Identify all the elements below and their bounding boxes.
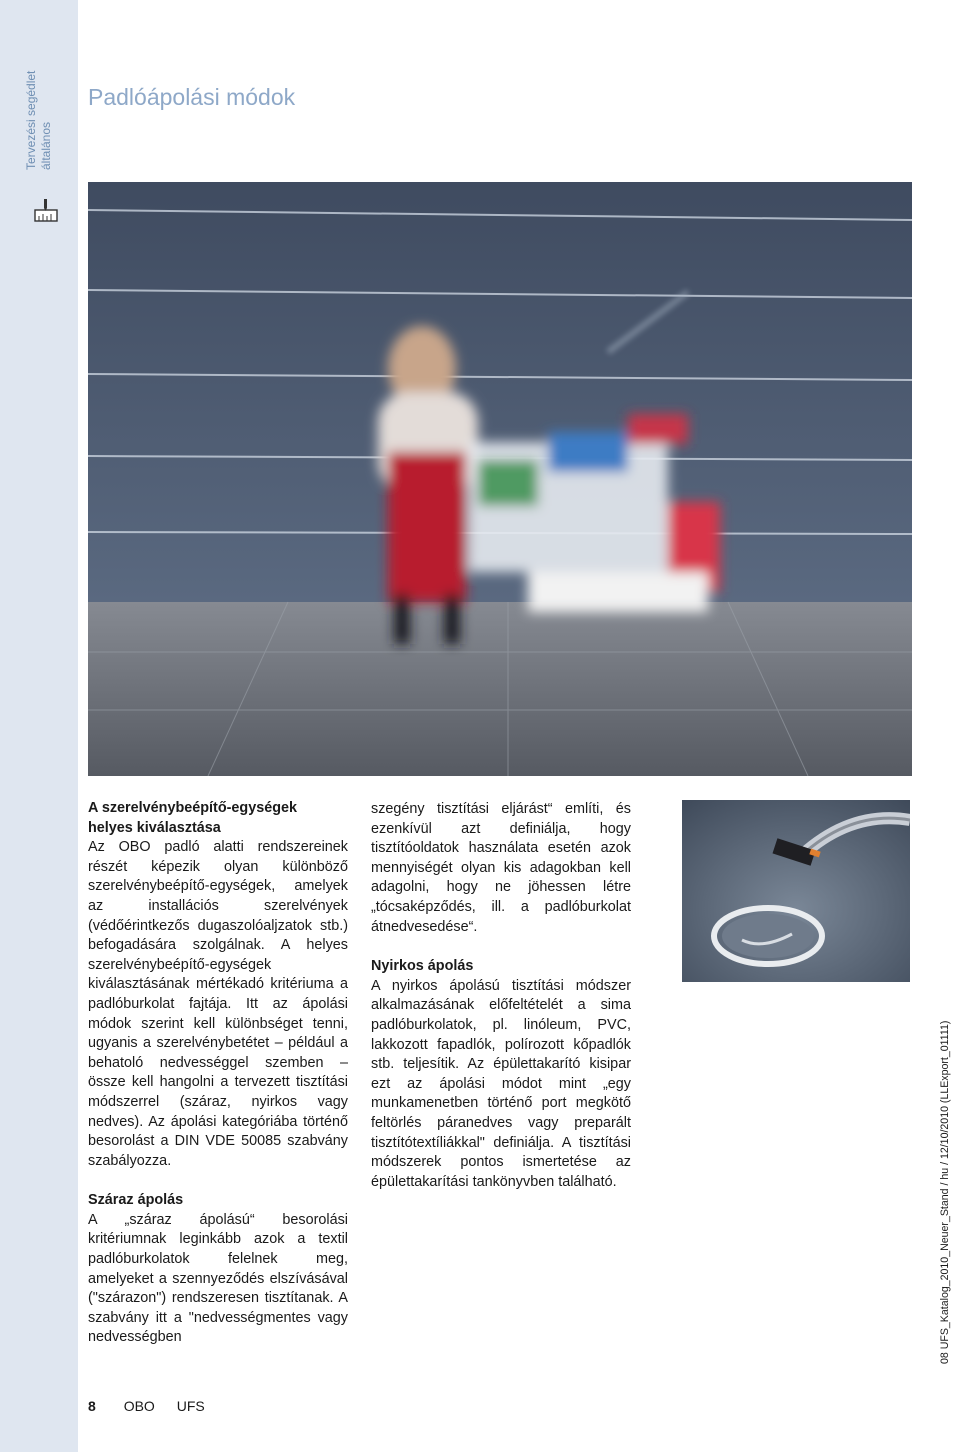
ruler-pencil-icon [32, 198, 60, 224]
heading-selection-line1: A szerelvénybeépítő-egységek [88, 800, 298, 816]
page-footer [88, 1398, 205, 1414]
vacuum-nozzle-on-floor-photo [682, 800, 910, 982]
sidebar [0, 0, 78, 1452]
footer-product: UFS [176, 1398, 205, 1414]
cleaning-cart-in-corridor-photo [88, 182, 912, 776]
dry-care-continuation: szegény tisztítási eljárást“ említi, és ezenkívül azt definiálja, hogy tisztítóoldatok használata esetén azok mennyiségét olyan kis adagokban kell adagolni, hogy ne jöhessen létre „tócsaképződés, ill. a padlóburkolat átnedvesedése“. [371, 801, 631, 935]
left-column [88, 799, 348, 1348]
section-label-line1: Tervezési segédlet [24, 70, 38, 170]
catalog-reference: 08 UFS_Katalog_2010_Neuer_Stand / hu / 12/10/2010 (LLExport_01111) [939, 1020, 951, 1364]
dry-care-paragraph: A „száraz ápolású“ besorolási kritériumnak leginkább azok a textil padlóburkolatok felelnek meg, amelyeket a szennyeződés elszívásával ("szárazon") rendszeresen tisztítanak. A szabvány itt a "nedvességmentes vagy nedvességben [88, 1211, 348, 1346]
heading-dry-care: Száraz ápolás [88, 1192, 184, 1209]
section-label [24, 60, 54, 170]
page-number: 8 [88, 1398, 96, 1414]
heading-selection-line2: helyes kiválasztása [88, 819, 221, 836]
damp-care-paragraph: A nyirkos ápolású tisztítási módszer alkalmazásának előfeltételét a sima padlóburkolatok, pl. linóleum, PVC, lakkozott fapadlók, polírozott kőpadlók stb. teljesítik. Az épülettakarító kisipar ezt az ápolási módot mint „egy munkamenetben történő port megkötő feltörlés páranedves vagy preparált tisztítótextíliákkal" definiálja. A tisztítási módszerek pontos ismertetése az épülettakarítási tankönyvben található. [371, 977, 631, 1190]
footer-brand: OBO [123, 1398, 155, 1414]
page-title: Padlóápolási módok [88, 84, 296, 110]
middle-column [371, 800, 631, 1192]
section-label-line2: általános [39, 121, 53, 170]
selection-paragraph: Az OBO padló alatti rendszereinek részét képezik olyan különböző szerelvénybeépítő-egységek, amelyek az installációs szerelvények (védőérintkezős dugaszolóaljzatok stb.) befogadására szolgálnak. A helyes szerelvénybeépítő-egységek kiválasztásának mértékadó kritériuma a padlóburkolat fajtája. Itt az ápolási módok szerint kell különbséget tenni, ugyanis a szerelvénybetétet – például a behatoló nedvességgel szemben – össze kell hangolni a tervezett tisztítási módszerrel (száraz, nyirkos vagy nedves). Az ápolási kategóriába történő besorolást a DIN VDE 50085 szabvány szabályozza. [88, 839, 348, 1169]
heading-damp-care: Nyirkos ápolás [371, 958, 474, 975]
